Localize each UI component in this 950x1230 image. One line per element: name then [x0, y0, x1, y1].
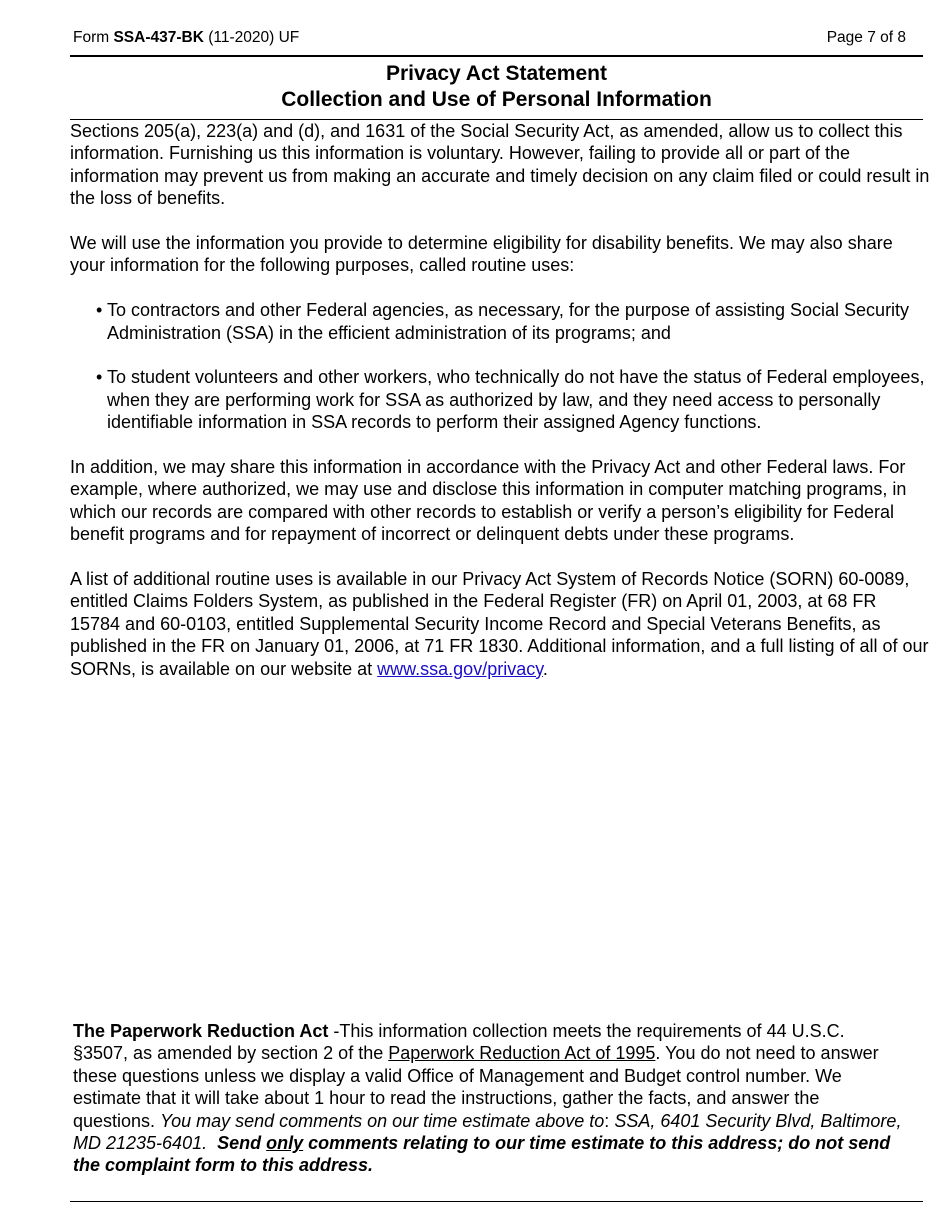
- act-name: Paperwork Reduction Act of 1995: [388, 1043, 656, 1064]
- header-divider: [70, 55, 923, 57]
- page-number: Page 7 of 8: [826, 29, 906, 46]
- paragraph-authority: Sections 205(a), 223(a) and (d), and 1631 of the Social Security Act, as amended, allow us to collect this information. Furnishing us this information is voluntary. However, failing to provide all or part of the information may prevent us from making an accurate and timely decision on any claim filed or could result in the loss of benefits.: [70, 121, 930, 209]
- prb-heading: The Paperwork Reduction Act: [73, 1021, 329, 1041]
- privacy-act-body: [70, 120, 930, 702]
- prb-warning: comments relating to our time estimate to this address; do not send the complaint form to this address.: [73, 1133, 891, 1176]
- sorn-period: .: [542, 658, 548, 679]
- page-title: [70, 61, 923, 113]
- title-line-1: Privacy Act Statement: [386, 62, 607, 85]
- prb-spacer: [207, 1133, 217, 1153]
- bullet-volunteers: • To student volunteers and other workers, who technically do not have the status of Federal employees, when they are performing work for SSA as authorized by law, and they need access to personally identifiable information in SSA records to perform their assigned Agency functions.: [96, 367, 925, 433]
- prb-send: Send: [217, 1133, 267, 1154]
- form-id: [73, 29, 299, 47]
- form-number: SSA-437-BK: [113, 29, 204, 46]
- prb-colon: :: [604, 1110, 615, 1131]
- form-revision: (11-2020) UF: [203, 29, 300, 46]
- prb-only: only: [266, 1133, 304, 1154]
- paperwork-reduction-act: [73, 1020, 903, 1177]
- bullet-contractors: • To contractors and other Federal agencies, as necessary, for the purpose of assisting Social Security Administration (SSA) in the efficient administration of its programs; and: [96, 300, 910, 343]
- footer-divider: [70, 1201, 923, 1202]
- paragraph-use: We will use the information you provide to determine eligibility for disability benefits. We may also share your information for the following purposes, called routine uses:: [70, 233, 893, 276]
- form-prefix: Form: [73, 29, 114, 46]
- prb-address: SSA, 6401 Security Blvd, Baltimore, MD 21235-6401.: [73, 1110, 902, 1154]
- paragraph-sharing: In addition, we may share this information in accordance with the Privacy Act and other Federal laws. For example, where authorized, we may use and disclose this information in computer matching programs, in which our records are compared with other records to establish or verify a person’s eligibility for Federal benefit programs and for repayment of incorrect or delinquent debts under these programs.: [70, 457, 907, 545]
- prb-text-1: -This information collection meets the requirements of 44 U.S.C. §3507, as amended by section 2 of the: [73, 1021, 845, 1064]
- sorn-text: A list of additional routine uses is available in our Privacy Act System of Records Notice (SORN) 60-0089, entitled Claims Folders System, as published in the Federal Register (FR) on April 01, 2003, at 68 FR 15784 and 60-0103, entitled Supplemental Security Income Record and Special Veterans Benefits, as published in the FR on January 01, 2006, at 71 FR 1830. Additional information, and a full listing of all of our SORNs, is available on our website at: [70, 569, 929, 679]
- prb-text-2: . You do not need to answer these questions unless we display a valid Office of Management and Budget control number. We estimate that it will take about 1 hour to read the instructions, gather the facts, and answer the questions.: [73, 1043, 879, 1131]
- title-line-2: Collection and Use of Personal Information: [281, 88, 712, 111]
- paragraph-sorn: [70, 568, 930, 680]
- privacy-link[interactable]: www.ssa.gov/privacy: [377, 658, 543, 679]
- prb-comments: You may send comments on our time estimate above to: [160, 1110, 605, 1131]
